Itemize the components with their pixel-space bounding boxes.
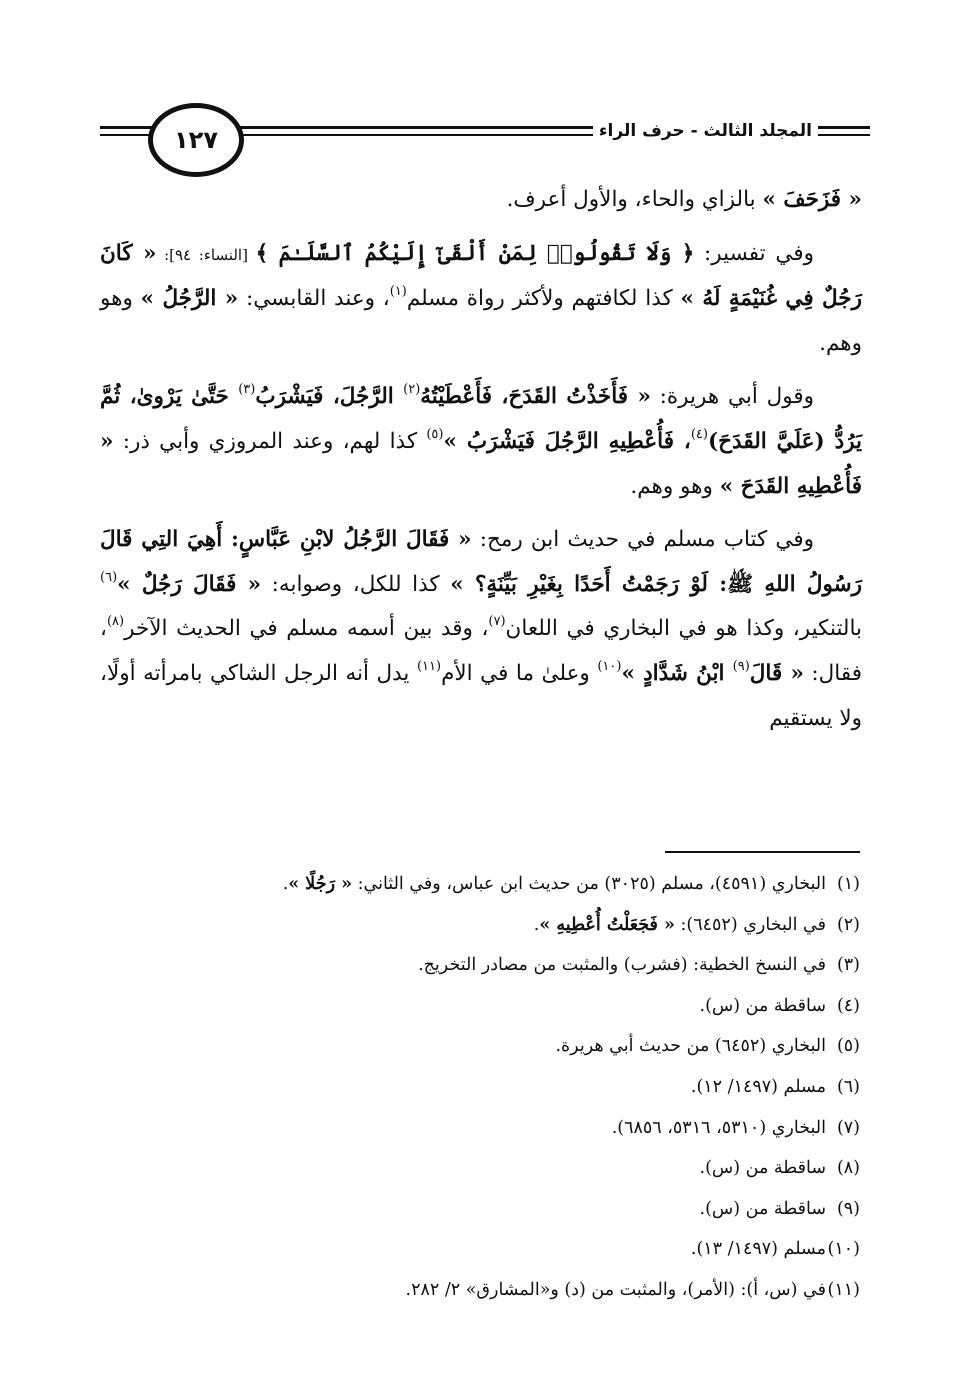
footnote-quote: « رَجُلًا » xyxy=(288,874,353,894)
footnote-text: البخاري (٦٤٥٢) من حديث أبي هريرة. xyxy=(555,1036,826,1057)
footnote-number: (٢) xyxy=(836,914,860,935)
footnote-text: ساقطة من (س). xyxy=(699,995,826,1016)
footnote-text: في البخاري (٦٤٥٢): xyxy=(674,914,826,935)
verse-reference: [النساء: ٩٤]: xyxy=(156,245,256,264)
footnote-number: (٥) xyxy=(836,1036,860,1057)
text-run: كذا لهم، وعند المروزي وأبي ذر: xyxy=(113,428,427,454)
footnote-number: (٧) xyxy=(836,1117,860,1138)
highlighted-word: « كَانَ رَجُلٌ فِي غُنَيْمَةٍ لَهُ » xyxy=(100,240,862,312)
footnote-number: (٦) xyxy=(836,1076,860,1097)
text-run: وفي كتاب مسلم في حديث ابن رمح: xyxy=(471,527,814,553)
footnote-text: مسلم (١٤٩٧/ ١٢). xyxy=(690,1076,826,1097)
footnote-item xyxy=(240,945,860,986)
text-run: وهو وهم. xyxy=(630,473,720,499)
footnote-text: في النسخ الخطية: (فشرب) والمثبت من مصادر التخريج. xyxy=(418,955,826,976)
footnote-marker[interactable]: (١٠) xyxy=(597,658,622,674)
footnote-marker[interactable]: (٩) xyxy=(732,658,750,674)
footnote-item xyxy=(240,1229,860,1270)
footnote-number: (٨) xyxy=(836,1158,860,1179)
footnote-number: (٣) xyxy=(836,955,860,976)
footnote-marker[interactable]: (٨) xyxy=(106,614,125,630)
footnote-marker[interactable]: (٥) xyxy=(426,426,444,442)
footnote-number: (١٠) xyxy=(827,1239,860,1260)
footnote-item xyxy=(240,1270,860,1311)
footnote-marker[interactable]: (٦) xyxy=(100,569,118,585)
text-run: كذا للكل، وصوابه: xyxy=(261,571,451,597)
highlighted-word: « الرَّجُلُ » xyxy=(140,286,239,312)
footnote-item xyxy=(240,905,860,946)
text-run: بالتنكير، وكذا هو في البخاري في اللعان xyxy=(505,616,863,642)
body-text xyxy=(100,178,862,750)
footnotes xyxy=(240,864,860,1311)
paragraph-3 xyxy=(100,375,862,509)
paragraph-1 xyxy=(100,178,862,223)
text-run: ، وقد بين أسمه مسلم في الحديث الآخر xyxy=(124,616,489,642)
footnote-item xyxy=(240,1189,860,1230)
footnote-item xyxy=(240,1108,860,1149)
text-run: وقول أبي هريرة: xyxy=(650,384,815,410)
footnote-end: . xyxy=(282,874,289,894)
footnote-quote: « فَجَعَلْتُ أُعْطِيهِ » xyxy=(539,914,675,935)
footnote-number: (١) xyxy=(836,874,860,894)
paragraph-4 xyxy=(100,518,862,741)
paragraph-2 xyxy=(100,232,862,367)
highlighted-word: الرَّجُلَ، فَيَشْرَبُ xyxy=(255,384,404,410)
footnote-item xyxy=(240,1067,860,1108)
footnote-marker[interactable]: (٤) xyxy=(690,426,708,442)
page-number: ١٢٧ xyxy=(174,126,218,154)
highlighted-word: ابْنُ شَدَّادٍ » xyxy=(621,660,733,686)
footnote-text: مسلم (١٤٩٧/ ١٣). xyxy=(690,1239,826,1260)
footnote-item xyxy=(240,1026,860,1067)
quran-verse: ﴿ وَلَا تَقُولُوا۟ لِمَنْ أَلْقَىٰٓ إِلَيْكُمُ ٱلسَّلَـٰمَ ﴾ xyxy=(255,240,695,266)
footnote-text: البخاري (٥٣١٠، ٥٣١٦، ٦٨٥٦). xyxy=(611,1117,826,1138)
highlighted-word: حَتَّىٰ يَرْوىٰ، ثُمَّ يَرُدُّ (عَلَيَّ القَدَحَ) xyxy=(100,384,863,454)
footnote-number: (٤) xyxy=(836,995,860,1016)
footnote-marker[interactable]: (١) xyxy=(389,284,407,300)
text-run: بالزاي والحاء، والأول أعرف. xyxy=(506,187,763,212)
text-run: ، وعند القابسي: xyxy=(238,286,390,312)
highlighted-word: ، فَأُعْطِيهِ الرَّجُلَ فَيَشْرَبُ » xyxy=(443,428,691,454)
footnote-end: . xyxy=(533,914,540,935)
footnote-marker[interactable]: (١١) xyxy=(416,658,442,674)
text-run: وهو وهم. xyxy=(100,286,862,356)
page-header xyxy=(100,100,870,170)
page-number-badge xyxy=(148,103,244,177)
highlighted-word: « فَزَحَفَ » xyxy=(762,187,862,212)
footnote-number: (٩) xyxy=(836,1198,860,1219)
footnote-text: ساقطة من (س). xyxy=(699,1198,826,1219)
footnote-text: ساقطة من (س). xyxy=(699,1158,826,1179)
footnote-number: (١١) xyxy=(827,1279,860,1300)
footnote-text: في (س، أ): (الأمر)، والمثبت من (د) و«المشارق» ٢/ ٢٨٢. xyxy=(405,1279,826,1300)
running-head: المجلد الثالث - حرف الراء xyxy=(593,121,818,141)
footnote-text: البخاري (٤٥٩١)، مسلم (٣٠٢٥) من حديث ابن عباس، وفي الثاني: xyxy=(352,874,826,894)
footnote-marker[interactable]: (٧) xyxy=(488,614,506,630)
text-run: وعلىٰ ما في الأم xyxy=(441,660,598,686)
footnote-separator xyxy=(665,851,860,853)
text-run: ، فقال: xyxy=(100,616,863,686)
footnote-item xyxy=(240,1148,860,1189)
text-run: وفي تفسير: xyxy=(694,240,814,266)
footnote-item xyxy=(240,864,860,905)
highlighted-word: « قَالَ xyxy=(749,660,804,686)
highlighted-word: « فَقَالَ الرَّجُلُ لابْنِ عَبَّاسٍ: أَهِيَ التِي قَالَ رَسُولُ اللهِ ﷺ: لَوْ رَجَمْتُ أَحَدًا بِغَيْرِ بَيِّنَةٍ؟ » xyxy=(100,527,862,597)
highlighted-word: « فَأُعْطِيهِ القَدَحَ » xyxy=(100,428,862,499)
footnote-marker[interactable]: (٢) xyxy=(403,382,421,398)
text-run: يدل أنه الرجل الشاكي بامرأته أولًا، ولا يستقيم xyxy=(100,660,862,731)
highlighted-word: « فَقَالَ رَجُلٌ » xyxy=(117,571,262,597)
footnote-marker[interactable]: (٣) xyxy=(238,382,256,398)
highlighted-word: « فَأَخَذْتُ القَدَحَ، فَأَعْطَيْتُهُ xyxy=(420,384,651,410)
footnote-item xyxy=(240,986,860,1027)
text-run: كذا لكافتهم ولأكثر رواة مسلم xyxy=(406,286,681,312)
